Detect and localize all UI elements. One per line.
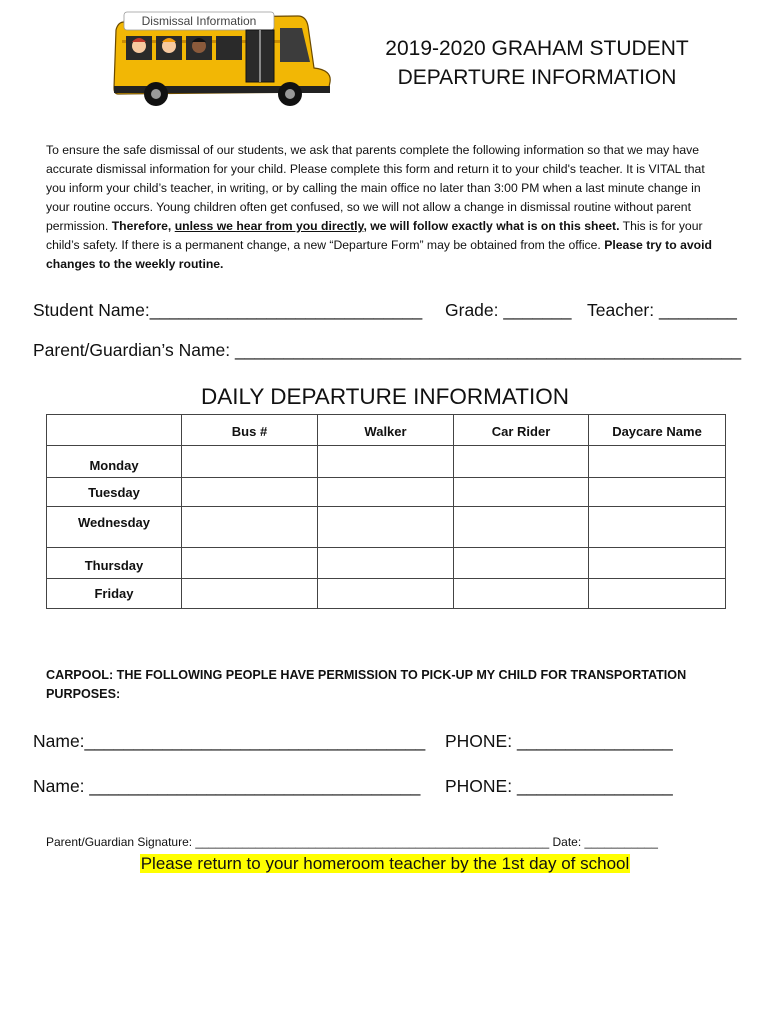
- carpool-name-2-field[interactable]: Name: __________________________________: [33, 776, 421, 796]
- cell-input[interactable]: [182, 478, 318, 507]
- table-header-walker: Walker: [318, 415, 454, 446]
- cell-input[interactable]: [454, 478, 589, 507]
- carpool-phone-1-field[interactable]: PHONE: ________________: [445, 731, 673, 751]
- table-row: [47, 478, 726, 507]
- cell-input[interactable]: [318, 446, 454, 478]
- day-label-monday: Monday: [47, 446, 182, 478]
- cell-input[interactable]: [182, 446, 318, 478]
- intro-paragraph: [46, 141, 726, 274]
- carpool-heading: CARPOOL: THE FOLLOWING PEOPLE HAVE PERMISSION TO PICK-UP MY CHILD FOR TRANSPORTATION PURPOSES:: [46, 668, 687, 701]
- cell-input[interactable]: [454, 446, 589, 478]
- table-row: [47, 579, 726, 609]
- intro-bold-1: Therefore,: [111, 219, 175, 233]
- table-row: [47, 548, 726, 579]
- cell-input[interactable]: [318, 579, 454, 609]
- cell-input[interactable]: [318, 507, 454, 548]
- cell-input[interactable]: [589, 446, 726, 478]
- intro-bold-2: , we will follow exactly what is on this sheet.: [363, 219, 620, 233]
- daily-departure-title: DAILY DEPARTURE INFORMATION: [201, 384, 569, 409]
- cell-input[interactable]: [318, 548, 454, 579]
- cell-input[interactable]: [182, 548, 318, 579]
- signature-line[interactable]: Parent/Guardian Signature: _____________________________________________________ Date: ___________: [46, 835, 658, 849]
- cell-input[interactable]: [589, 579, 726, 609]
- cell-input[interactable]: [589, 478, 726, 507]
- intro-text-1: To ensure the safe dismissal of our students, we ask that parents complete the following information so that we may have accurate dismissal information for your child. Please complete this form and return it to your child's teacher. It is VITAL that you inform your child’s teacher, in writing, or by calling the main office no later than 3:00 PM when a last minute change in your routine occurs. Young children often get confused, so we will not allow a change in dismissal routine without parent permission.: [46, 143, 705, 233]
- table-row: [47, 446, 726, 478]
- day-label-thursday: Thursday: [47, 548, 182, 579]
- grade-field[interactable]: Grade: _______: [445, 300, 572, 320]
- day-label-wednesday: Wednesday: [47, 507, 182, 548]
- daily-departure-table: [46, 414, 726, 609]
- bus-sign-text: Dismissal Information: [141, 14, 257, 28]
- carpool-phone-2-field[interactable]: PHONE: ________________: [445, 776, 673, 796]
- cell-input[interactable]: [589, 548, 726, 579]
- title-line-1: 2019-2020 GRAHAM STUDENT: [385, 37, 689, 60]
- teacher-field[interactable]: Teacher: ________: [587, 300, 737, 320]
- carpool-name-1-field[interactable]: Name:___________________________________: [33, 731, 426, 751]
- student-name-field[interactable]: Student Name:____________________________: [33, 300, 423, 320]
- day-label-friday: Friday: [47, 579, 182, 609]
- return-note-text: Please return to your homeroom teacher by the 1st day of school: [140, 854, 630, 873]
- day-label-tuesday: Tuesday: [47, 478, 182, 507]
- intro-bold-3: Please try to avoid changes to the weekly routine.: [46, 238, 712, 271]
- title-line-2: DEPARTURE INFORMATION: [397, 66, 677, 89]
- page-title: [352, 34, 722, 92]
- intro-text-2: This is for your child’s safety. If there is a permanent change, a new “Departure Form” may be obtained from the office.: [46, 219, 703, 252]
- cell-input[interactable]: [182, 579, 318, 609]
- cell-input[interactable]: [318, 478, 454, 507]
- cell-input[interactable]: [454, 548, 589, 579]
- cell-input[interactable]: [454, 507, 589, 548]
- table-row: [47, 507, 726, 548]
- school-bus-illustration: [110, 8, 332, 108]
- return-note: [0, 854, 770, 874]
- cell-input[interactable]: [589, 507, 726, 548]
- table-header-bus: Bus #: [182, 415, 318, 446]
- parent-name-field[interactable]: Parent/Guardian’s Name: ____________________________________________________: [33, 340, 742, 360]
- table-header-car-rider: Car Rider: [454, 415, 589, 446]
- table-header-blank: [47, 415, 182, 446]
- table-header-daycare: Daycare Name: [589, 415, 726, 446]
- cell-input[interactable]: [182, 507, 318, 548]
- cell-input[interactable]: [454, 579, 589, 609]
- intro-underline: unless we hear from you directly: [174, 219, 364, 233]
